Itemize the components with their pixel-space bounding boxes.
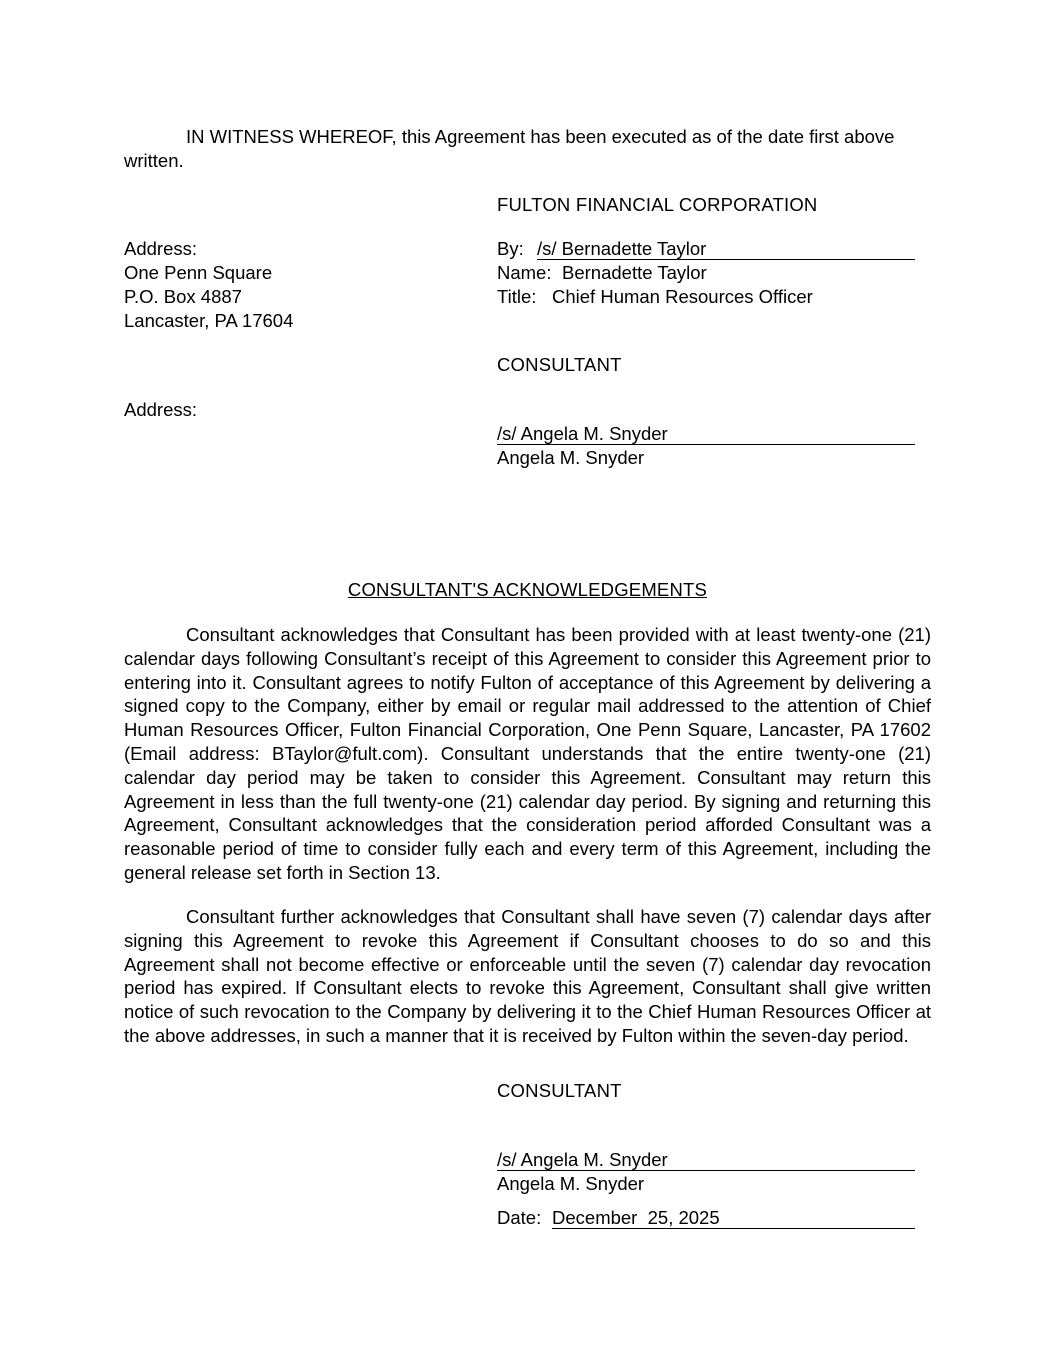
by-signature-line — [537, 259, 915, 260]
final-consultant-printed-name: Angela M. Snyder — [497, 1173, 645, 1194]
name-value: Bernadette Taylor — [562, 262, 707, 283]
acknowledgement-paragraph-1: Consultant acknowledges that Consultant has been provided with at least twenty-one (21) calendar days following Consultant’s receipt of this Agreement to consider this Agreement prior to entering into it. Consultant agrees to notify Fulton of acceptance of this Agreement by delivering a signed copy to the Company, either by email or regular mail addressed to the attention of Chief Human Resources Officer, Fulton Financial Corporation, One Penn Square, Lancaster, PA 17602 (Email address: BTaylor@fult.com). Consultant understands that the entire twenty-one (21) calendar day period may be taken to consider this Agreement. Consultant may return this Agreement in less than the full twenty-one (21) calendar day period. By signing and returning this Agreement, Consultant acknowledges that the consideration period afforded Consultant was a reasonable period of time to consider fully each and every term of this Agreement, including the general release set forth in Section 13. — [124, 624, 931, 883]
date-label: Date: — [497, 1207, 542, 1228]
consultant-heading: CONSULTANT — [497, 354, 622, 375]
company-address-line-1: One Penn Square — [124, 262, 273, 283]
acknowledgement-paragraph-2: Consultant further acknowledges that Consultant shall have seven (7) calendar days after signing this Agreement to revoke this Agreement if Consultant chooses to do so and this Agreement shall not become effective or enforceable until the seven (7) calendar day revocation period has expired. If Consultant elects to revoke this Agreement, Consultant shall give written notice of such revocation to the Company by delivering it to the Chief Human Resources Officer at the above addresses, in such a manner that it is received by Fulton within the seven-day period. — [124, 906, 931, 1046]
date-line — [552, 1228, 915, 1229]
company-address-label: Address: — [124, 238, 198, 259]
by-signature: /s/ Bernadette Taylor — [537, 238, 707, 259]
acknowledgements-heading: CONSULTANT'S ACKNOWLEDGEMENTS — [347, 579, 708, 600]
final-consultant-signature: /s/ Angela M. Snyder — [497, 1149, 668, 1170]
date-value: December 25, 2025 — [552, 1207, 720, 1228]
company-address-line-3: Lancaster, PA 17604 — [124, 310, 294, 331]
by-label: By: — [497, 238, 524, 259]
consultant-printed-name: Angela M. Snyder — [497, 447, 645, 468]
title-label: Title: — [497, 286, 537, 307]
consultant-signature-line — [497, 444, 915, 445]
witness-line-2: written. — [124, 150, 184, 171]
consultant-address-label: Address: — [124, 399, 198, 420]
consultant-signature: /s/ Angela M. Snyder — [497, 423, 668, 444]
company-address-line-2: P.O. Box 4887 — [124, 286, 242, 307]
title-value: Chief Human Resources Officer — [552, 286, 813, 307]
final-consultant-heading: CONSULTANT — [497, 1080, 622, 1101]
final-signature-line — [497, 1170, 915, 1171]
company-name: FULTON FINANCIAL CORPORATION — [497, 194, 818, 215]
witness-line-1: IN WITNESS WHEREOF, this Agreement has been executed as of the date first above — [186, 126, 895, 147]
name-label: Name: — [497, 262, 552, 283]
